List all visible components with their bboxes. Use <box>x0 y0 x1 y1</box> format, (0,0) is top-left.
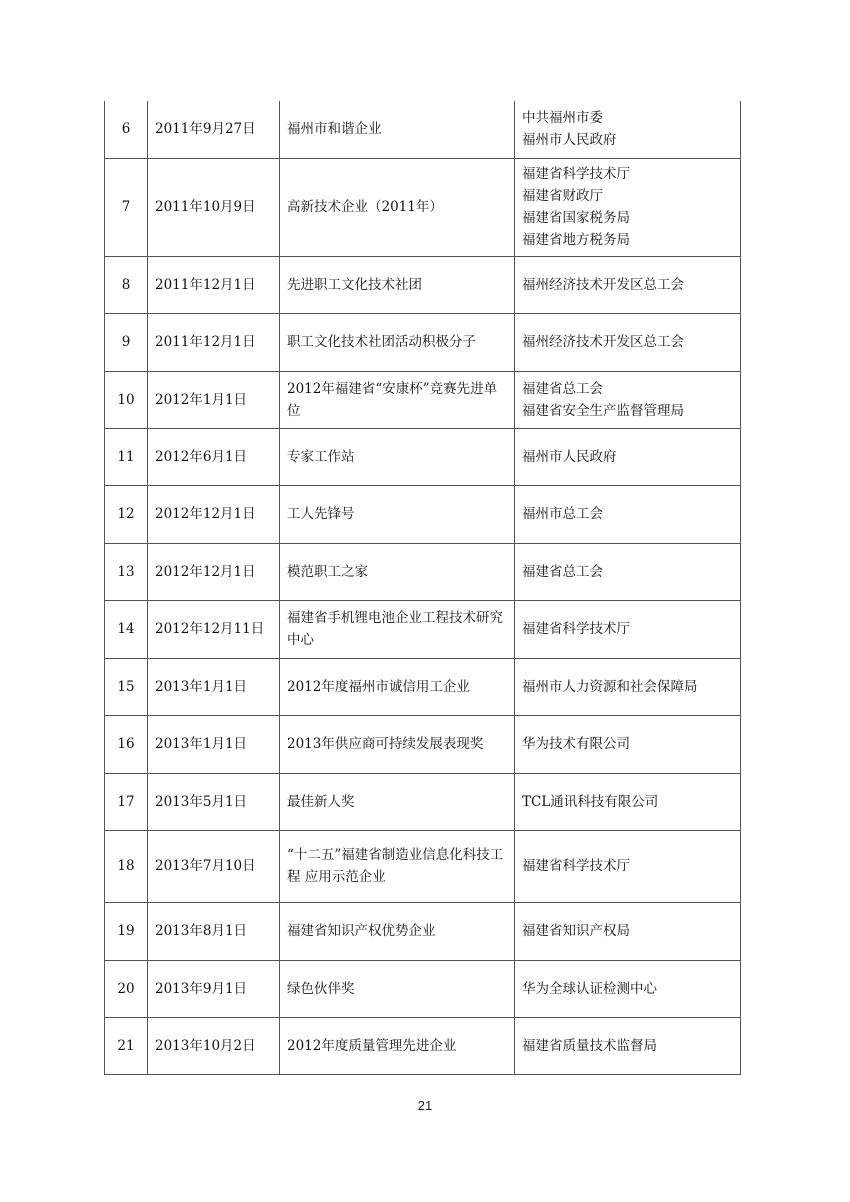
table-row <box>105 1017 741 1074</box>
award-name: 模范职工之家 <box>280 543 515 600</box>
award-name: 福建省知识产权优势企业 <box>280 902 515 960</box>
table-row <box>105 600 741 658</box>
awarding-organization: 福州市总工会 <box>522 506 603 522</box>
awards-table <box>104 101 741 1075</box>
awards-table-body <box>105 101 741 1074</box>
awarding-organizations <box>515 485 741 543</box>
page-number: 21 <box>417 1098 433 1113</box>
award-date: 2013年1月1日 <box>148 715 280 773</box>
award-date: 2012年12月11日 <box>148 600 280 658</box>
row-number: 7 <box>105 158 148 256</box>
awarding-organizations <box>515 658 741 715</box>
award-date: 2012年12月1日 <box>148 543 280 600</box>
awarding-organization: 福建省科学技术厅 <box>522 166 630 182</box>
awarding-organizations <box>515 830 741 902</box>
table-row <box>105 371 741 428</box>
row-number: 12 <box>105 485 148 543</box>
table-row <box>105 543 741 600</box>
row-number: 13 <box>105 543 148 600</box>
award-date: 2011年10月9日 <box>148 158 280 256</box>
awarding-organization: 福建省知识产权局 <box>522 923 630 939</box>
award-date: 2013年1月1日 <box>148 658 280 715</box>
award-date: 2012年1月1日 <box>148 371 280 428</box>
award-date: 2011年12月1日 <box>148 313 280 371</box>
table-row <box>105 256 741 313</box>
table-row <box>105 658 741 715</box>
row-number: 9 <box>105 313 148 371</box>
awarding-organizations <box>515 960 741 1017</box>
awarding-organizations <box>515 1017 741 1074</box>
awarding-organizations <box>515 543 741 600</box>
award-name: 高新技术企业（2011年） <box>280 158 515 256</box>
award-name: 工人先锋号 <box>280 485 515 543</box>
awarding-organization: 福州市人民政府 <box>522 448 617 465</box>
row-number: 21 <box>105 1017 148 1074</box>
award-name: 2013年供应商可持续发展表现奖 <box>280 715 515 773</box>
table-row <box>105 428 741 485</box>
award-date: 2013年9月1日 <box>148 960 280 1017</box>
row-number: 17 <box>105 773 148 830</box>
award-date: 2013年10月2日 <box>148 1017 280 1074</box>
awarding-organizations <box>515 313 741 371</box>
table-row <box>105 101 741 158</box>
awarding-organization: 福州市人力资源和社会保障局 <box>522 678 698 695</box>
award-date: 2013年8月1日 <box>148 902 280 960</box>
row-number: 15 <box>105 658 148 715</box>
table-row <box>105 485 741 543</box>
award-name: “十二五”福建省制造业信息化科技工程 应用示范企业 <box>280 830 515 902</box>
table-row <box>105 773 741 830</box>
award-date: 2011年9月27日 <box>148 101 280 158</box>
awarding-organization: 福建省总工会 <box>522 380 603 397</box>
award-date: 2011年12月1日 <box>148 256 280 313</box>
row-number: 11 <box>105 428 148 485</box>
awarding-organization: 福建省科学技术厅 <box>522 858 630 874</box>
awarding-organization: 福州经济技术开发区总工会 <box>522 276 684 293</box>
awarding-organization: 福建省总工会 <box>522 563 603 580</box>
award-name: 2012年度质量管理先进企业 <box>280 1017 515 1074</box>
awarding-organization: 福建省国家税务局 <box>522 210 630 226</box>
award-name: 绿色伙伴奖 <box>280 960 515 1017</box>
awarding-organization: 福州经济技术开发区总工会 <box>522 334 684 350</box>
awarding-organizations <box>515 715 741 773</box>
row-number: 6 <box>105 101 148 158</box>
table-row <box>105 830 741 902</box>
awarding-organization: 华为全球认证检测中心 <box>522 980 657 997</box>
award-date: 2012年6月1日 <box>148 428 280 485</box>
award-name: 专家工作站 <box>280 428 515 485</box>
awarding-organizations <box>515 902 741 960</box>
awarding-organization: 福建省质量技术监督局 <box>522 1037 657 1054</box>
award-name: 福州市和谐企业 <box>280 101 515 158</box>
awarding-organizations <box>515 256 741 313</box>
award-name: 2012年福建省“安康杯”竞赛先进单位 <box>280 371 515 428</box>
awarding-organization: 福州市人民政府 <box>522 132 617 149</box>
award-date: 2013年5月1日 <box>148 773 280 830</box>
awarding-organization: TCL通讯科技有限公司 <box>522 793 659 810</box>
awarding-organizations <box>515 371 741 428</box>
row-number: 18 <box>105 830 148 902</box>
award-date: 2012年12月1日 <box>148 485 280 543</box>
awarding-organizations <box>515 101 741 158</box>
award-name: 福建省手机锂电池企业工程技术研究中心 <box>280 600 515 658</box>
award-date: 2013年7月10日 <box>148 830 280 902</box>
awarding-organizations <box>515 600 741 658</box>
table-row <box>105 313 741 371</box>
awarding-organization: 福建省财政厅 <box>522 188 603 204</box>
row-number: 16 <box>105 715 148 773</box>
award-name: 职工文化技术社团活动积极分子 <box>280 313 515 371</box>
table-row <box>105 960 741 1017</box>
row-number: 14 <box>105 600 148 658</box>
award-name: 最佳新人奖 <box>280 773 515 830</box>
awarding-organization: 福建省地方税务局 <box>522 232 630 248</box>
awarding-organization: 华为技术有限公司 <box>522 736 630 752</box>
awarding-organizations <box>515 158 741 256</box>
award-name: 先进职工文化技术社团 <box>280 256 515 313</box>
award-name: 2012年度福州市诚信用工企业 <box>280 658 515 715</box>
table-row <box>105 715 741 773</box>
row-number: 10 <box>105 371 148 428</box>
awarding-organization: 中共福州市委 <box>522 110 603 127</box>
row-number: 8 <box>105 256 148 313</box>
awarding-organizations <box>515 773 741 830</box>
table-row <box>105 158 741 256</box>
awarding-organization: 福建省科学技术厅 <box>522 621 630 637</box>
awarding-organizations <box>515 428 741 485</box>
table-row <box>105 902 741 960</box>
row-number: 19 <box>105 902 148 960</box>
row-number: 20 <box>105 960 148 1017</box>
awarding-organization: 福建省安全生产监督管理局 <box>522 402 684 419</box>
